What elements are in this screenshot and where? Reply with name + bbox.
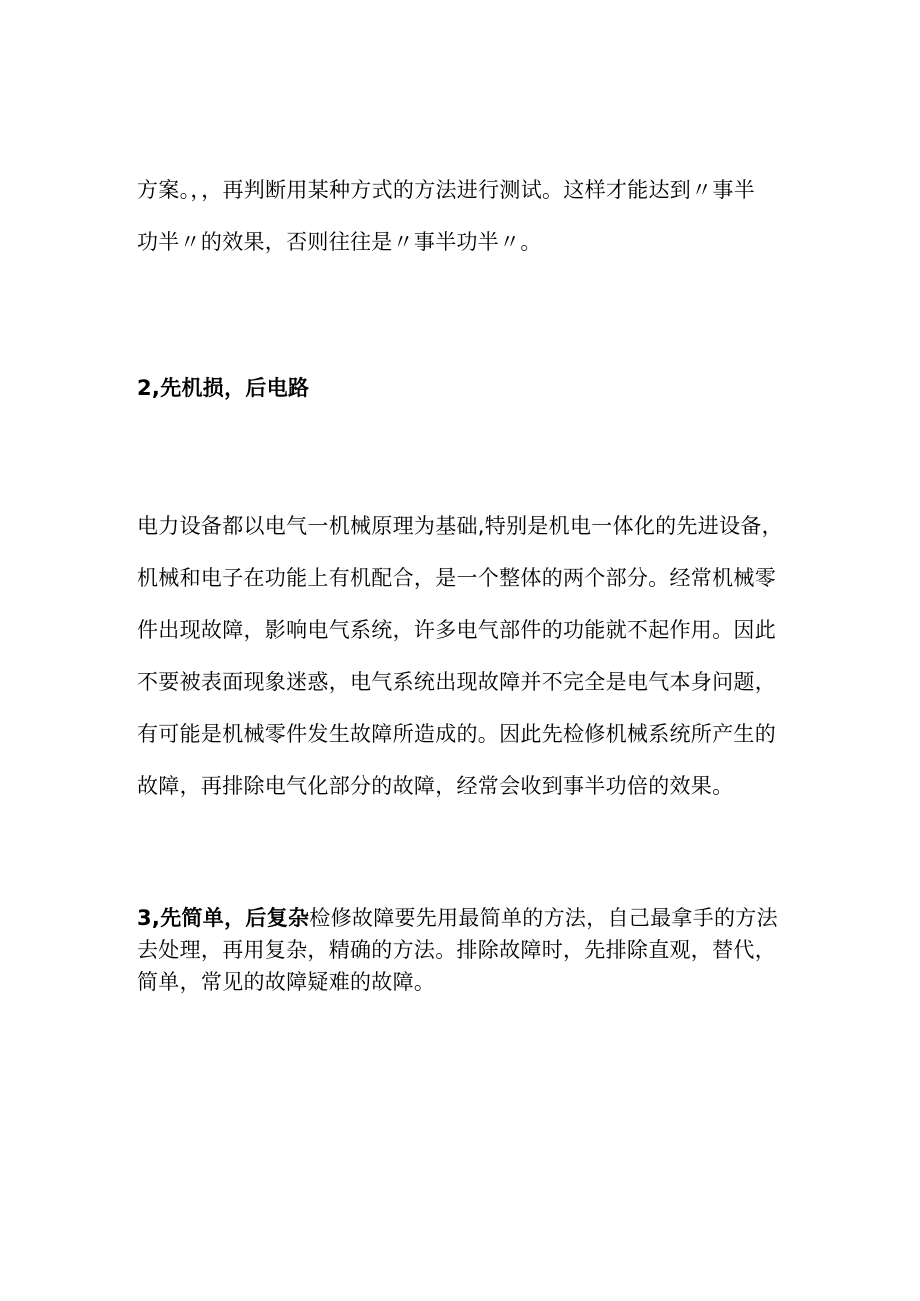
- section-2-line-6: 故障，再排除电气化部分的故障，经常会收到事半功倍的效果。: [137, 774, 734, 798]
- section-3-line-2: 去处理，再用复杂，精确的方法。排除故障时，先排除直观，替代，: [137, 938, 776, 962]
- section-3-heading: 3,先简单，后复杂: [137, 906, 310, 930]
- section-3-line-1-text: 检修故障要先用最简单的方法，自己最拿手的方法: [309, 906, 778, 930]
- intro-line-2: 功半〃的效果，否则往往是〃事半功半〃。: [137, 230, 542, 254]
- section-2-line-3: 件出现故障，影响电气系统，许多电气部件的功能就不起作用。因此: [137, 618, 776, 642]
- section-2-heading: 2,先机损，后电路: [137, 376, 310, 400]
- section-3-line-3: 简单，常见的故障疑难的故障。: [137, 970, 436, 994]
- section-2-line-5: 有可能是机械零件发生故障所造成的。因此先检修机械系统所产生的: [137, 722, 776, 746]
- section-2-line-2: 机械和电子在功能上有机配合，是一个整体的两个部分。经常机械零: [137, 566, 776, 590]
- section-2-line-1: 电力设备都以电气一机械原理为基础,特别是机电一体化的先进设备，: [137, 514, 783, 538]
- intro-line-1: 方案。，，再判断用某种方式的方法进行测试。这样才能达到〃事半: [137, 178, 755, 202]
- section-2-line-4: 不要被表面现象迷惑，电气系统出现故障并不完全是电气本身问题，: [137, 670, 776, 694]
- section-3-line-1: [137, 903, 778, 933]
